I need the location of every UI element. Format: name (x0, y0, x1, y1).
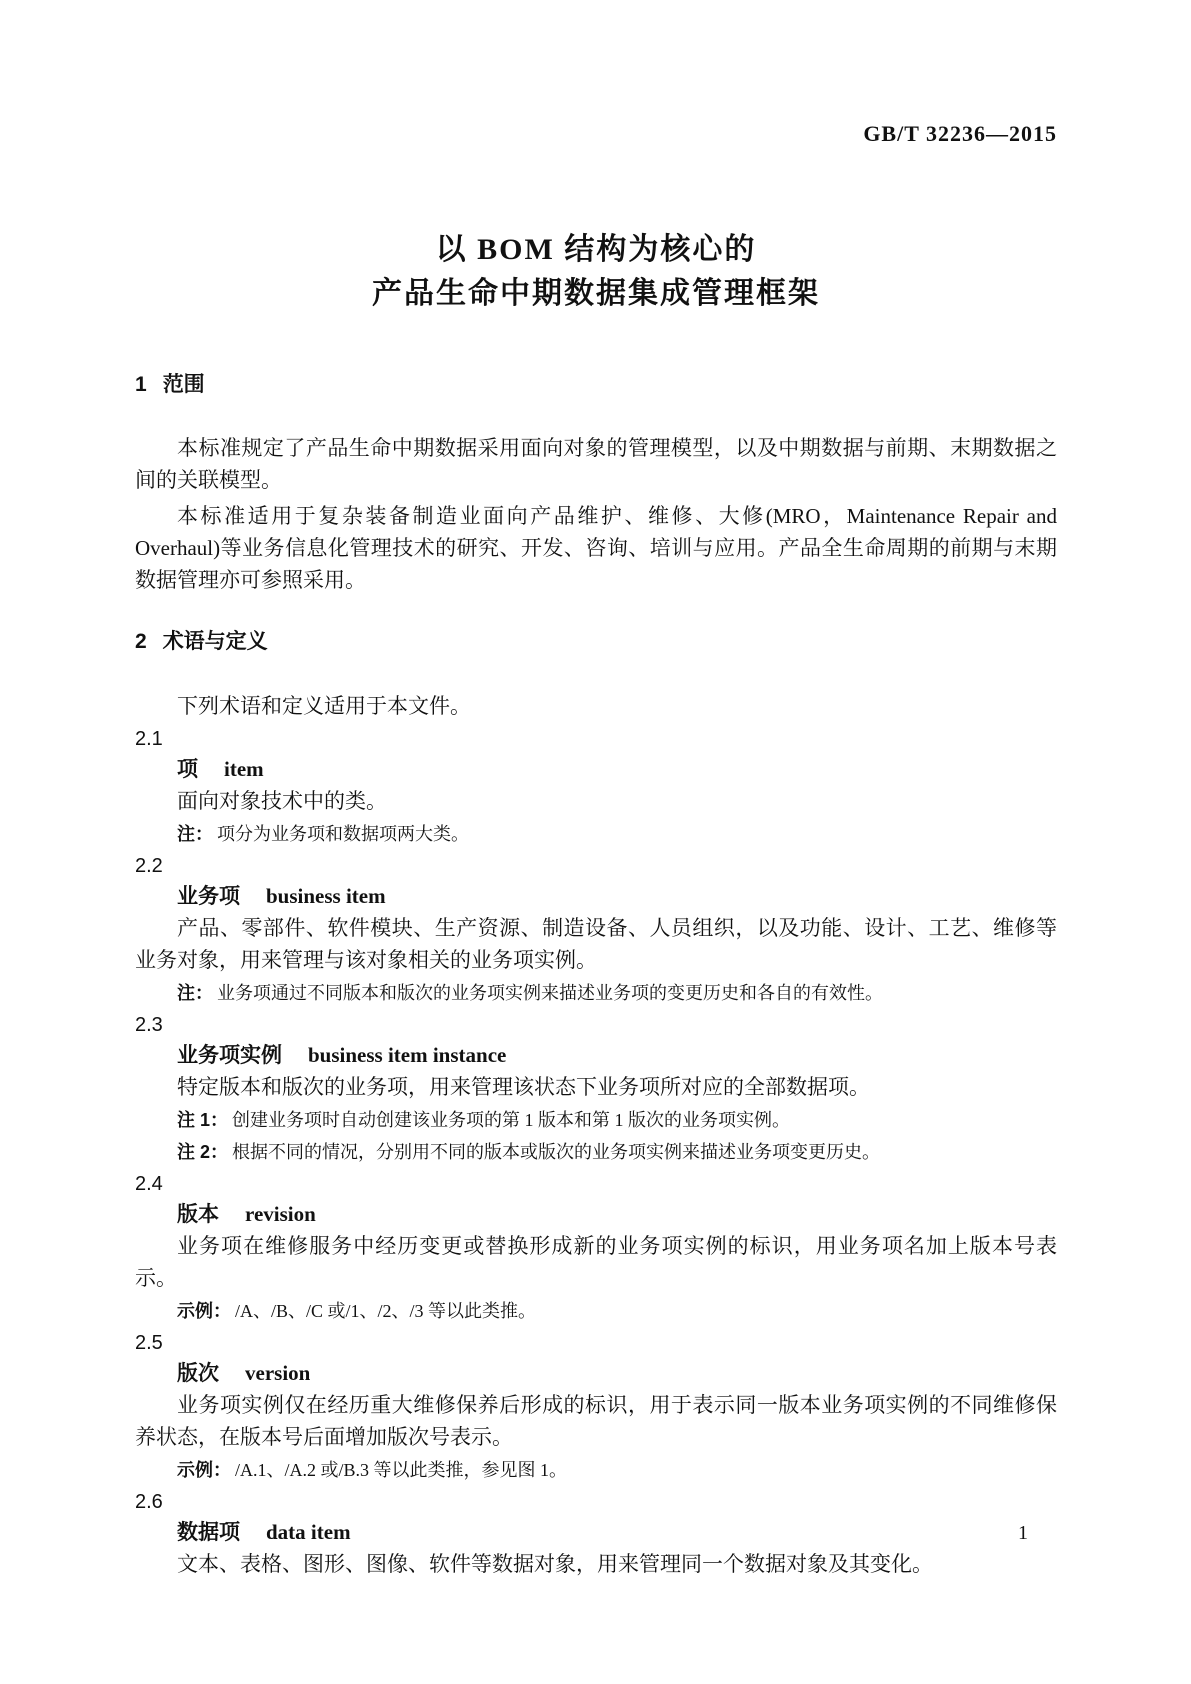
section-1-title: 范围 (162, 373, 205, 396)
standard-code: GB/T 32236—2015 (863, 121, 1057, 146)
term-2-2 (135, 851, 1057, 1008)
note-label: 注 2： (177, 1142, 229, 1162)
term-en: business item (266, 884, 386, 908)
document-title-line1: 以 BOM 结构为核心的 (435, 233, 757, 266)
example-text: /A、/B、/C 或/1、/2、/3 等以此类推。 (235, 1301, 537, 1321)
terms-intro: 下列术语和定义适用于本文件。 (177, 694, 471, 718)
term-example (135, 1455, 1057, 1485)
term-definition: 特定版本和版次的业务项，用来管理该状态下业务项所对应的全部数据项。 (177, 1075, 870, 1099)
term-en: data item (266, 1520, 351, 1544)
clause-number: 2.2 (135, 855, 163, 877)
note-label: 注： (177, 983, 213, 1003)
term-zh: 业务项实例 (177, 1044, 282, 1067)
example-label: 示例： (177, 1460, 231, 1480)
page-number: 1 (1018, 1522, 1028, 1544)
term-2-3 (135, 1010, 1057, 1167)
example-text: /A.1、/A.2 或/B.3 等以此类推，参见图 1。 (235, 1460, 568, 1480)
clause-number: 2.6 (135, 1491, 163, 1513)
term-definition: 面向对象技术中的类。 (177, 789, 387, 813)
term-heading (135, 881, 1057, 912)
note-text: 创建业务项时自动创建该业务项的第 1 版本和第 1 版次的业务项实例。 (232, 1110, 791, 1130)
term-heading (135, 754, 1057, 785)
clause-number: 2.3 (135, 1014, 163, 1036)
term-2-5 (135, 1328, 1057, 1485)
section-1-heading (135, 370, 1057, 400)
note-label: 注 1： (177, 1110, 229, 1130)
term-en: business item instance (308, 1043, 507, 1067)
note-text: 业务项通过不同版本和版次的业务项实例来描述业务项的变更历史和各自的有效性。 (217, 983, 883, 1003)
term-zh: 数据项 (177, 1521, 240, 1544)
term-note-1 (135, 1105, 1057, 1135)
section-2-title: 术语与定义 (162, 630, 268, 653)
clause-number: 2.1 (135, 728, 163, 750)
term-en: revision (245, 1202, 316, 1226)
note-label: 注： (177, 824, 213, 844)
page-content (135, 0, 1057, 1580)
term-definition: 文本、表格、图形、图像、软件等数据对象，用来管理同一个数据对象及其变化。 (177, 1552, 933, 1576)
term-zh: 版本 (177, 1203, 219, 1226)
term-heading (135, 1517, 1057, 1548)
term-definition: 产品、零部件、软件模块、生产资源、制造设备、人员组织，以及功能、设计、工艺、维修等业务对象，用来管理与该对象相关的业务项实例。 (135, 916, 1057, 972)
term-2-4 (135, 1169, 1057, 1326)
note-text: 项分为业务项和数据项两大类。 (217, 824, 469, 844)
term-zh: 版次 (177, 1362, 219, 1385)
term-2-1 (135, 724, 1057, 849)
term-en: version (245, 1361, 311, 1385)
term-zh: 业务项 (177, 885, 240, 908)
term-heading (135, 1358, 1057, 1389)
clause-number: 2.4 (135, 1173, 163, 1195)
clause-number: 2.5 (135, 1332, 163, 1354)
term-definition: 业务项实例仅在经历重大维修保养后形成的标识，用于表示同一版本业务项实例的不同维修保养状态，在版本号后面增加版次号表示。 (135, 1393, 1057, 1449)
section-2-heading (135, 627, 1057, 657)
term-heading (135, 1040, 1057, 1071)
term-note-2 (135, 1137, 1057, 1167)
scope-paragraph-1: 本标准规定了产品生命中期数据采用面向对象的管理模型，以及中期数据与前期、末期数据之间的关联模型。 (135, 436, 1057, 492)
scope-paragraph-2: 本标准适用于复杂装备制造业面向产品维护、维修、大修(MRO，Maintenance Repair and Overhaul)等业务信息化管理技术的研究、开发、咨询、培训与应用。产品全生命周期的前期与末期数据管理亦可参照采用。 (135, 504, 1057, 592)
section-2-number: 2 (135, 630, 147, 653)
note-text: 根据不同的情况，分别用不同的版本或版次的业务项实例来描述业务项变更历史。 (232, 1142, 881, 1162)
example-label: 示例： (177, 1301, 231, 1321)
document-title-line2: 产品生命中期数据集成管理框架 (372, 277, 820, 310)
term-heading (135, 1199, 1057, 1230)
term-zh: 项 (177, 758, 198, 781)
section-1-number: 1 (135, 373, 147, 396)
term-note (135, 978, 1057, 1008)
term-2-6 (135, 1487, 1057, 1580)
term-definition: 业务项在维修服务中经历变更或替换形成新的业务项实例的标识，用业务项名加上版本号表示。 (135, 1234, 1057, 1290)
term-note (135, 819, 1057, 849)
term-en: item (224, 757, 264, 781)
term-example (135, 1296, 1057, 1326)
